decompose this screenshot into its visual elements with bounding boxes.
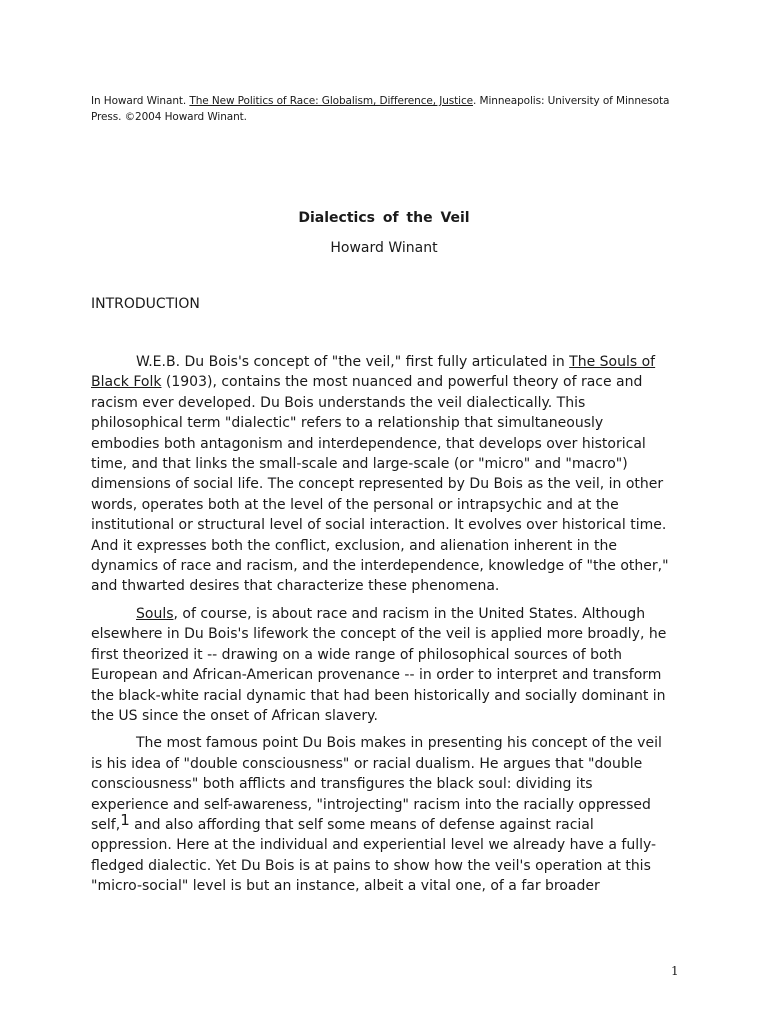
paragraph-1-text-end: (1903), contains the most nuanced and powerful theory of race and racism ever developed. Du Bois understands the veil dialectically. This philosophical term "dialectic" refers to a relationship that simultaneously embodies both antagonism and interdependence, that develops over historical time, and that links the small-scale and large-scale (or "micro" and "macro") dimensions of social life. The concept represented by Du Bois as the veil, in other words, operates both at the level of the personal or intrapsychic and at the institutional or structural level of social interaction. It evolves over historical time. And it expresses both the conflict, exclusion, and alienation inherent in the dynamics of race and racism, and the interdependence, knowledge of "the other," and thwarted desires that characterize these phenomena.: [91, 374, 669, 595]
body-text: [91, 352, 671, 904]
citation-prefix: In Howard Winant.: [91, 95, 190, 107]
page-number: 1: [671, 964, 679, 978]
citation-suffix: . Minneapolis: University of Minnesota Press. ©2004 Howard Winant.: [91, 95, 670, 123]
document-title: Dialectics of the Veil: [298, 210, 470, 226]
document-author: Howard Winant: [330, 240, 438, 256]
citation: [91, 93, 676, 125]
short-title-reference: Souls: [136, 605, 174, 622]
book-title-reference: The Souls of Black Folk: [91, 354, 656, 391]
paragraph-3-text-end: and also affording that self some means of defense against racial oppression. Here at the individual and experiential level we already have a fully-fledged dialectic. Yet Du Bois is at pains to show how the veil's operation at this "micro-social" level is but an instance, albeit a vital one, of a far broader: [91, 816, 657, 895]
paragraph-3: [91, 733, 671, 896]
section-heading: INTRODUCTION: [91, 296, 200, 312]
paragraph-1-text-start: W.E.B. Du Bois's concept of "the veil," first fully articulated in: [136, 354, 570, 370]
citation-book-title: The New Politics of Race: Globalism, Difference, Justice: [189, 95, 474, 107]
paragraph-2: [91, 604, 671, 726]
paragraph-1: [91, 352, 671, 597]
paragraph-2-text: , of course, is about race and racism in the United States. Although elsewhere in Du Bois's lifework the concept of the veil is applied more broadly, he first theorized it -- drawing on a wide range of philosophical sources of both European and African-American provenance -- in order to interpret and transform the black-white racial dynamic that had been historically and socially dominant in the US since the onset of African slavery.: [91, 605, 667, 724]
paragraph-3-text-start: The most famous point Du Bois makes in presenting his concept of the veil is his idea of "double consciousness" or racial dualism. He argues that "double consciousness" both afflicts and transfigures the black soul: dividing its experience and self-awareness, "introjecting" racism into the racially oppressed self,: [91, 735, 662, 833]
footnote-marker: 1: [120, 810, 130, 829]
